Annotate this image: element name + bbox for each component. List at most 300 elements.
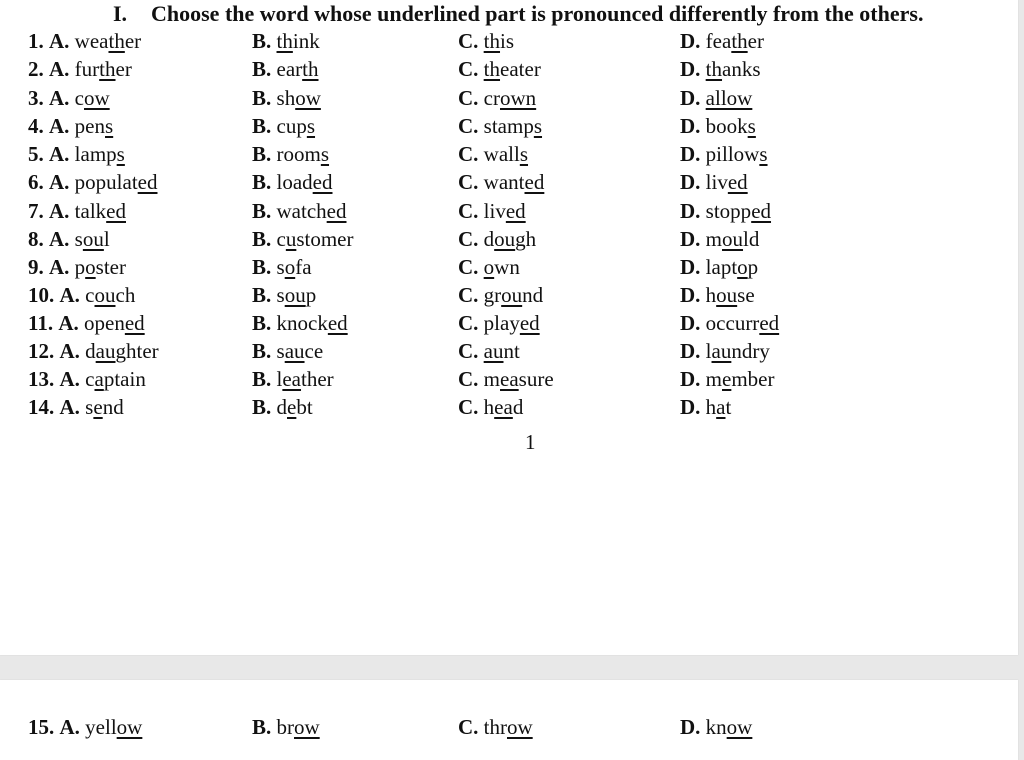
option-letter: B. — [252, 142, 272, 166]
word-prefix: cr — [483, 86, 500, 110]
option-letter: B. — [252, 255, 272, 279]
option-letter: B. — [252, 170, 272, 194]
option-letter: A. — [59, 715, 80, 739]
answer-option[interactable] — [252, 365, 334, 393]
answer-option[interactable] — [680, 197, 771, 225]
option-word — [277, 86, 321, 110]
option-word — [706, 170, 748, 194]
answer-option[interactable] — [458, 112, 542, 140]
option-word — [706, 199, 771, 223]
option-word — [84, 311, 145, 335]
underlined-part: s — [519, 142, 529, 166]
option-letter: A. — [59, 339, 80, 363]
question-number: 15. — [28, 715, 55, 739]
option-word — [706, 395, 732, 419]
underlined-part: au — [483, 339, 504, 363]
question-number: 9. — [28, 255, 44, 279]
underlined-part: o — [737, 255, 748, 279]
question-row — [0, 365, 1018, 393]
word-prefix: c — [74, 86, 84, 110]
word-suffix: se — [737, 283, 755, 307]
underlined-part: th — [302, 57, 319, 81]
option-word — [484, 142, 528, 166]
option-letter: B. — [252, 715, 272, 739]
option-letter: B. — [252, 367, 272, 391]
option-word — [484, 57, 541, 81]
answer-option[interactable] — [680, 55, 761, 83]
answer-option[interactable] — [458, 55, 541, 83]
answer-option[interactable] — [28, 225, 110, 253]
option-letter: A. — [49, 170, 70, 194]
option-letter: D. — [680, 142, 701, 166]
word-suffix: stomer — [296, 227, 354, 251]
question-row — [0, 55, 1018, 83]
answer-option[interactable] — [252, 713, 320, 741]
answer-option[interactable] — [458, 168, 544, 196]
word-prefix: c — [276, 227, 286, 251]
word-suffix: t — [725, 395, 732, 419]
option-word — [484, 283, 544, 307]
word-prefix: room — [276, 142, 321, 166]
underlined-part: a — [94, 367, 104, 391]
option-word — [706, 255, 759, 279]
answer-option[interactable] — [680, 27, 764, 55]
option-word — [484, 311, 540, 335]
option-word — [277, 367, 334, 391]
underlined-part: o — [284, 255, 296, 279]
word-prefix: l — [276, 367, 283, 391]
word-prefix: d — [276, 395, 288, 419]
word-suffix: ster — [95, 255, 126, 279]
underlined-part: th — [276, 29, 293, 53]
word-suffix: ther — [301, 367, 334, 391]
question-number: 12. — [28, 339, 55, 363]
word-suffix: er — [747, 29, 764, 53]
question-number: 1. — [28, 29, 44, 53]
answer-option[interactable] — [28, 337, 159, 365]
underlined-part: allow — [705, 86, 753, 110]
option-word — [85, 715, 142, 739]
word-prefix: l — [705, 339, 712, 363]
word-suffix: ld — [743, 227, 760, 251]
answer-option[interactable] — [252, 84, 321, 112]
option-word — [75, 29, 141, 53]
question-row — [0, 393, 1018, 421]
option-letter: A. — [58, 311, 79, 335]
answer-option[interactable] — [28, 27, 141, 55]
option-letter: C. — [458, 395, 479, 419]
word-prefix: lapt — [705, 255, 738, 279]
question-row — [0, 281, 1018, 309]
underlined-part: ow — [84, 86, 110, 110]
option-letter: D. — [680, 283, 701, 307]
option-letter: D. — [680, 311, 701, 335]
option-letter: C. — [458, 170, 479, 194]
underlined-part: e — [722, 367, 732, 391]
word-suffix: ndry — [731, 339, 770, 363]
underlined-part: s — [116, 142, 125, 166]
underlined-part: ow — [295, 86, 321, 110]
option-word — [277, 311, 348, 335]
option-letter: B. — [252, 395, 272, 419]
word-suffix: p — [305, 283, 317, 307]
underlined-part: ou — [722, 227, 744, 251]
answer-option[interactable] — [252, 55, 319, 83]
option-letter: B. — [252, 86, 272, 110]
answer-option[interactable] — [28, 168, 158, 196]
underlined-part: th — [731, 29, 748, 53]
word-prefix: sh — [276, 86, 296, 110]
word-prefix: c — [85, 367, 95, 391]
answer-option[interactable] — [252, 140, 329, 168]
question-row — [0, 197, 1018, 225]
option-word — [75, 86, 110, 110]
word-prefix: c — [85, 283, 95, 307]
underlined-part: ou — [94, 283, 116, 307]
word-prefix: h — [705, 395, 717, 419]
option-word — [484, 715, 533, 739]
answer-option[interactable] — [28, 112, 113, 140]
word-prefix: lamp — [74, 142, 117, 166]
option-word — [706, 29, 764, 53]
word-prefix: populat — [74, 170, 138, 194]
option-word — [75, 255, 126, 279]
answer-option[interactable] — [458, 393, 523, 421]
word-suffix: gh — [515, 227, 537, 251]
word-prefix: wall — [483, 142, 520, 166]
option-letter: D. — [680, 395, 701, 419]
word-suffix: sure — [518, 367, 554, 391]
option-word — [484, 114, 542, 138]
underlined-part: th — [99, 57, 116, 81]
word-suffix: is — [500, 29, 515, 53]
answer-option[interactable] — [680, 393, 731, 421]
word-prefix: h — [483, 395, 495, 419]
answer-option[interactable] — [458, 713, 533, 741]
word-suffix: l — [103, 227, 110, 251]
question-number: 10. — [28, 283, 55, 307]
answer-option[interactable] — [680, 713, 752, 741]
underlined-part: o — [483, 255, 495, 279]
underlined-part: ed — [326, 199, 347, 223]
question-row — [0, 168, 1018, 196]
option-letter: C. — [458, 255, 479, 279]
option-letter: B. — [252, 227, 272, 251]
answer-option[interactable] — [680, 225, 759, 253]
question-row — [0, 713, 1018, 741]
option-letter: A. — [49, 114, 70, 138]
word-suffix: nd — [522, 283, 544, 307]
answer-option[interactable] — [458, 281, 543, 309]
word-suffix: ghter — [115, 339, 159, 363]
option-word — [484, 199, 526, 223]
page-number: 1 — [525, 430, 536, 454]
answer-option[interactable] — [458, 253, 520, 281]
word-prefix: thr — [483, 715, 507, 739]
option-word — [484, 339, 520, 363]
option-word — [75, 170, 158, 194]
underlined-part: th — [483, 29, 501, 53]
underlined-part: s — [747, 114, 756, 138]
word-prefix: s — [276, 339, 285, 363]
word-prefix: open — [84, 311, 125, 335]
answer-option[interactable] — [458, 197, 526, 225]
underlined-part: ea — [282, 367, 302, 391]
word-prefix: d — [483, 227, 495, 251]
question-row — [0, 84, 1018, 112]
option-word — [484, 86, 537, 110]
answer-option[interactable] — [252, 253, 312, 281]
underlined-part: s — [306, 114, 316, 138]
option-word — [85, 395, 124, 419]
answer-option[interactable] — [252, 225, 354, 253]
question-number: 6. — [28, 170, 44, 194]
underlined-part: ou — [494, 227, 516, 251]
option-letter: B. — [252, 339, 272, 363]
option-word — [484, 255, 520, 279]
underlined-part: ed — [312, 170, 333, 194]
word-prefix: s — [276, 255, 285, 279]
question-number: 5. — [28, 142, 44, 166]
underlined-part: au — [711, 339, 732, 363]
option-word — [277, 715, 320, 739]
answer-option[interactable] — [252, 112, 315, 140]
option-word — [706, 142, 768, 166]
word-prefix: play — [483, 311, 520, 335]
word-suffix: fa — [295, 255, 312, 279]
option-letter: B. — [252, 283, 272, 307]
option-word — [75, 57, 132, 81]
answer-option[interactable] — [28, 365, 146, 393]
word-prefix: liv — [705, 170, 728, 194]
word-prefix: p — [74, 255, 86, 279]
underlined-part: e — [93, 395, 103, 419]
underlined-part: ed — [524, 170, 545, 194]
word-suffix: bt — [296, 395, 313, 419]
option-word — [706, 114, 756, 138]
underlined-part: s — [320, 142, 330, 166]
option-letter: D. — [680, 227, 701, 251]
answer-option[interactable] — [680, 112, 756, 140]
option-letter: C. — [458, 57, 479, 81]
answer-option[interactable] — [680, 253, 758, 281]
question-row — [0, 337, 1018, 365]
word-prefix: m — [705, 367, 723, 391]
underlined-part: th — [108, 29, 125, 53]
underlined-part: ed — [759, 311, 780, 335]
word-suffix: er — [115, 57, 132, 81]
question-number: 2. — [28, 57, 44, 81]
word-prefix: talk — [74, 199, 107, 223]
document-page-2 — [0, 680, 1018, 760]
option-word — [706, 57, 761, 81]
option-letter: C. — [458, 142, 479, 166]
answer-option[interactable] — [28, 140, 125, 168]
option-word — [484, 367, 554, 391]
answer-option[interactable] — [680, 140, 768, 168]
underlined-part: own — [500, 86, 537, 110]
underlined-part: ou — [284, 283, 306, 307]
option-word — [277, 255, 312, 279]
word-prefix: knock — [276, 311, 328, 335]
word-prefix: d — [85, 339, 96, 363]
answer-option[interactable] — [252, 309, 348, 337]
word-prefix: stamp — [483, 114, 534, 138]
option-letter: D. — [680, 86, 701, 110]
word-suffix: ink — [292, 29, 320, 53]
option-letter: D. — [680, 170, 701, 194]
question-row — [0, 253, 1018, 281]
question-number: 11. — [28, 311, 54, 335]
answer-option[interactable] — [458, 337, 520, 365]
underlined-part: a — [716, 395, 726, 419]
answer-option[interactable] — [28, 281, 135, 309]
answer-option[interactable] — [28, 713, 142, 741]
answer-option[interactable] — [28, 55, 132, 83]
word-suffix: eater — [500, 57, 541, 81]
underlined-part: ea — [494, 395, 513, 419]
option-word — [277, 29, 320, 53]
word-prefix: wea — [74, 29, 109, 53]
word-prefix: load — [276, 170, 313, 194]
word-suffix: wn — [494, 255, 520, 279]
option-letter: D. — [680, 29, 701, 53]
answer-option[interactable] — [680, 365, 775, 393]
underlined-part: ed — [327, 311, 348, 335]
answer-option[interactable] — [458, 84, 536, 112]
word-suffix: anks — [722, 57, 761, 81]
answer-option[interactable] — [458, 365, 554, 393]
word-prefix: kn — [705, 715, 727, 739]
answer-option[interactable] — [252, 168, 333, 196]
question-row — [0, 309, 1018, 337]
word-prefix: s — [85, 395, 94, 419]
word-prefix: br — [276, 715, 295, 739]
word-suffix: nd — [102, 395, 124, 419]
word-suffix: er — [124, 29, 142, 53]
answer-option[interactable] — [28, 253, 126, 281]
answer-option[interactable] — [252, 337, 323, 365]
question-row — [0, 140, 1018, 168]
underlined-part: ed — [727, 170, 748, 194]
answer-option[interactable] — [458, 225, 536, 253]
word-prefix: fur — [74, 57, 100, 81]
answer-option[interactable] — [28, 393, 124, 421]
answer-option[interactable] — [680, 309, 779, 337]
option-letter: A. — [59, 283, 80, 307]
underlined-part: ow — [726, 715, 753, 739]
option-letter: A. — [49, 255, 70, 279]
option-letter: B. — [252, 114, 272, 138]
word-prefix: book — [705, 114, 748, 138]
answer-option[interactable] — [28, 84, 110, 112]
option-word — [706, 715, 753, 739]
question-number: 7. — [28, 199, 44, 223]
option-word — [277, 199, 347, 223]
question-row — [0, 27, 1018, 55]
answer-option[interactable] — [458, 27, 514, 55]
option-letter: C. — [458, 311, 479, 335]
answer-option[interactable] — [680, 337, 770, 365]
underlined-part: ed — [751, 199, 772, 223]
word-suffix: nt — [503, 339, 520, 363]
underlined-part: ou — [82, 227, 104, 251]
option-word — [75, 199, 126, 223]
question-number: 13. — [28, 367, 55, 391]
option-letter: C. — [458, 86, 479, 110]
answer-option[interactable] — [680, 168, 748, 196]
underlined-part: ow — [116, 715, 143, 739]
word-suffix: ch — [115, 283, 136, 307]
word-prefix: yell — [85, 715, 117, 739]
answer-option[interactable] — [252, 393, 313, 421]
option-word — [85, 367, 146, 391]
underlined-part: au — [95, 339, 116, 363]
option-letter: C. — [458, 114, 479, 138]
word-suffix: ce — [304, 339, 324, 363]
option-letter: A. — [59, 395, 80, 419]
option-word — [706, 339, 770, 363]
underlined-part: ed — [137, 170, 158, 194]
answer-option[interactable] — [458, 140, 528, 168]
section-instruction: Choose the word whose underlined part is pronounced differently from the others. — [151, 1, 924, 26]
answer-option[interactable] — [28, 309, 145, 337]
question-number: 4. — [28, 114, 44, 138]
option-letter: B. — [252, 57, 272, 81]
question-row — [0, 112, 1018, 140]
answer-option[interactable] — [252, 27, 320, 55]
word-prefix: pillow — [705, 142, 760, 166]
option-word — [277, 170, 333, 194]
underlined-part: au — [284, 339, 305, 363]
option-word — [277, 57, 319, 81]
option-word — [277, 227, 354, 251]
answer-option[interactable] — [252, 281, 316, 309]
underlined-part: ed — [519, 311, 540, 335]
option-word — [706, 86, 753, 110]
option-letter: C. — [458, 227, 479, 251]
word-prefix: watch — [276, 199, 327, 223]
underlined-part: ou — [716, 283, 738, 307]
option-word — [484, 170, 545, 194]
word-prefix: h — [705, 283, 717, 307]
underlined-part: ed — [505, 199, 526, 223]
question-number: 14. — [28, 395, 55, 419]
option-letter: A. — [59, 367, 80, 391]
answer-option[interactable] — [252, 197, 347, 225]
option-letter: C. — [458, 715, 479, 739]
word-prefix: m — [483, 367, 501, 391]
word-prefix: cup — [276, 114, 307, 138]
option-letter: B. — [252, 29, 272, 53]
option-letter: D. — [680, 715, 701, 739]
section-numeral: I. — [113, 1, 128, 26]
answer-option[interactable] — [28, 197, 126, 225]
underlined-part: ed — [106, 199, 126, 223]
option-word — [277, 142, 330, 166]
option-letter: D. — [680, 57, 701, 81]
answer-option[interactable] — [458, 309, 540, 337]
option-word — [706, 367, 775, 391]
word-prefix: pen — [74, 114, 105, 138]
option-word — [484, 395, 524, 419]
option-letter: C. — [458, 283, 479, 307]
answer-option[interactable] — [680, 281, 755, 309]
option-letter: D. — [680, 367, 701, 391]
word-suffix: ptain — [103, 367, 146, 391]
answer-option[interactable] — [680, 84, 752, 112]
underlined-part: ow — [507, 715, 533, 739]
